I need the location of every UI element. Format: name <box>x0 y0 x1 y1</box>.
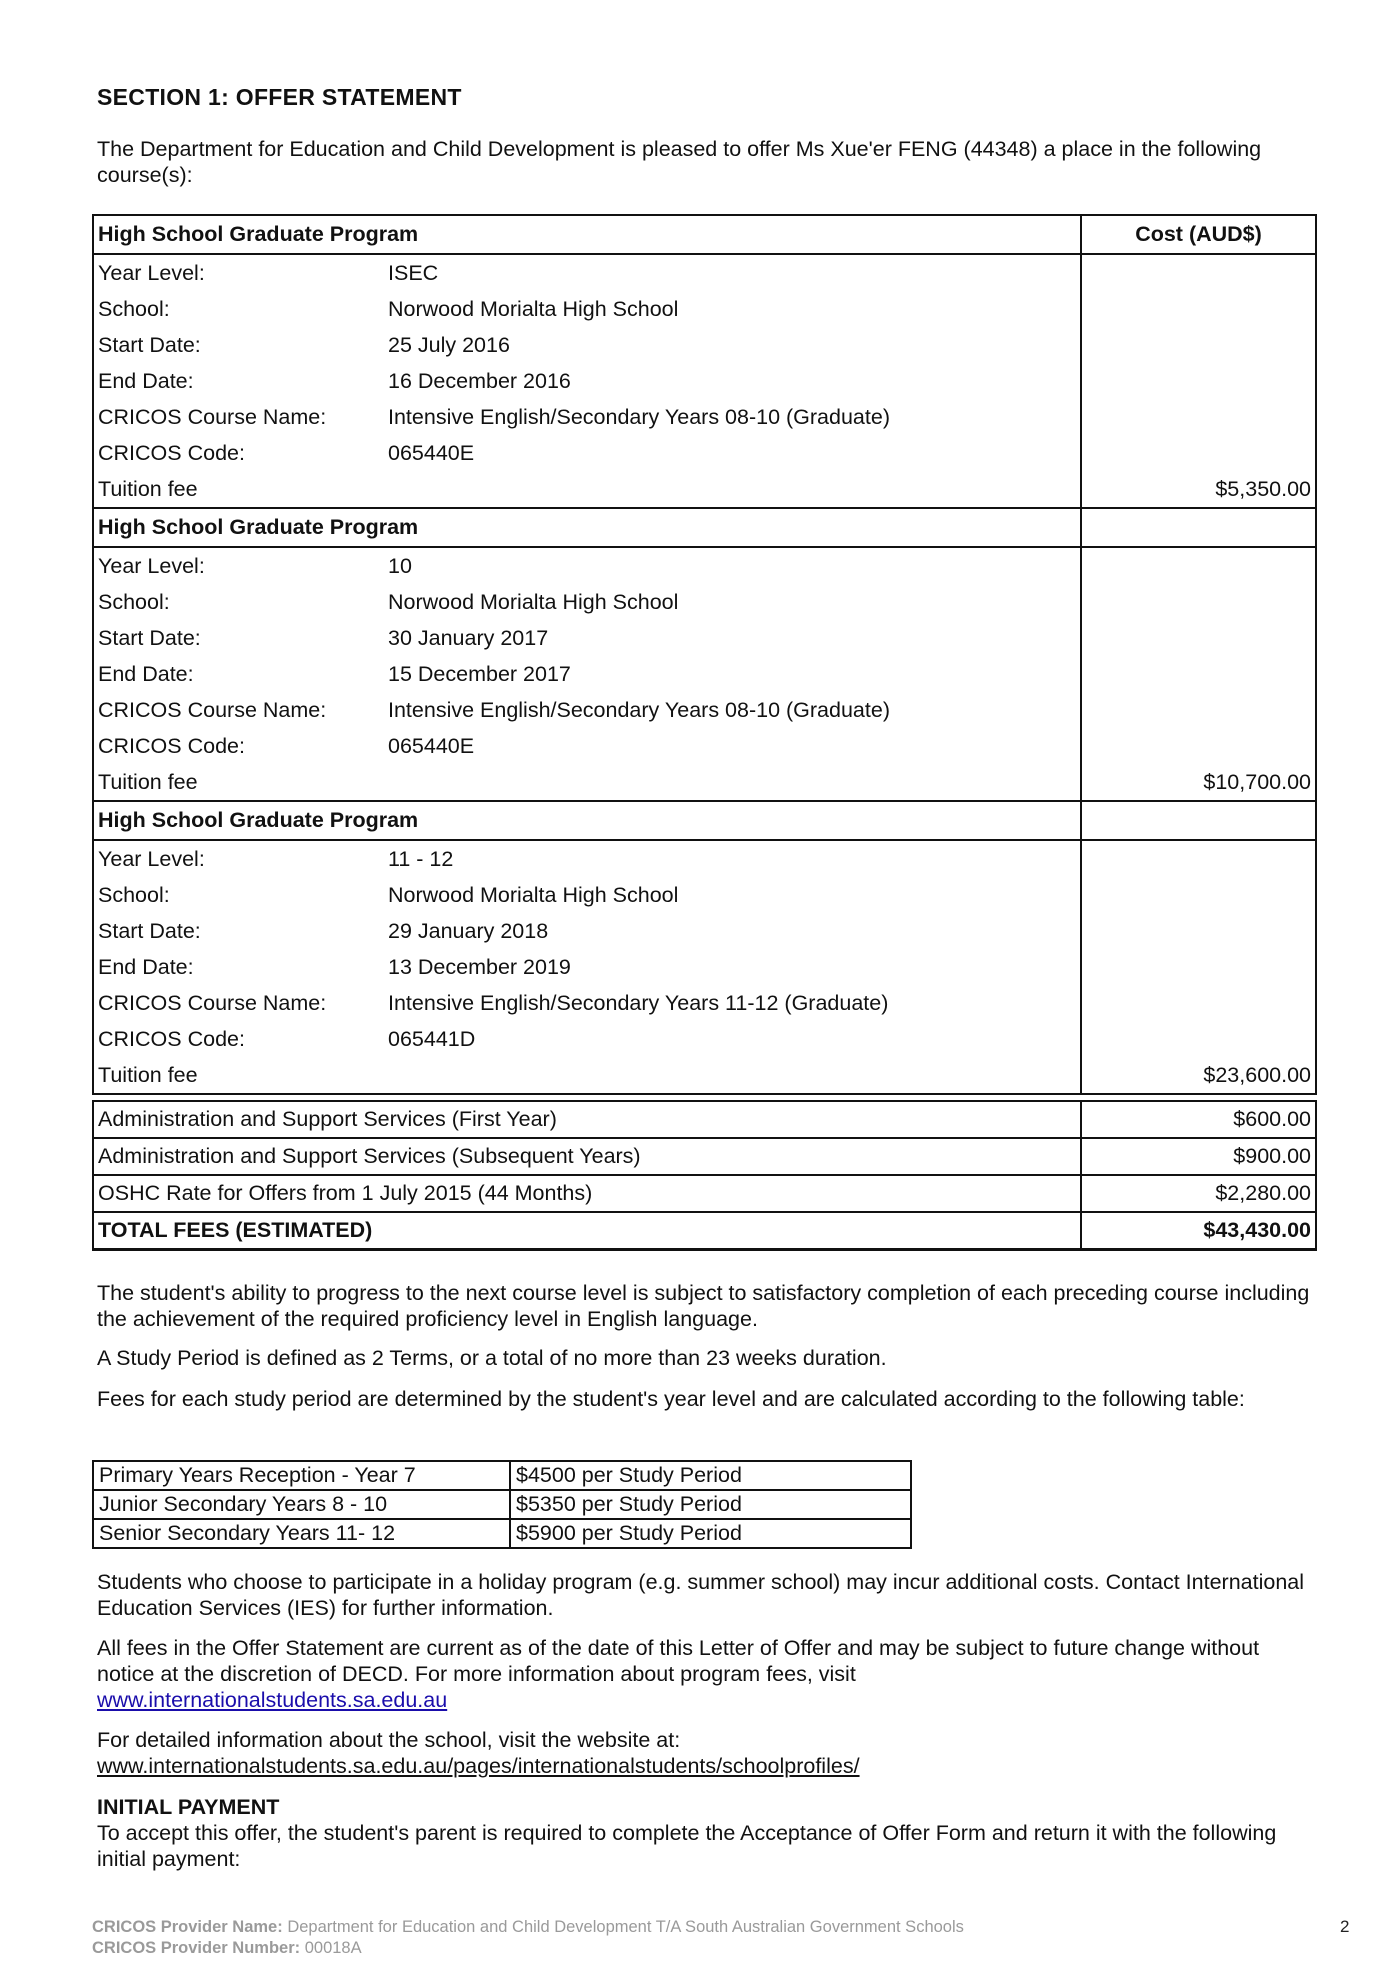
row-value: Norwood Morialta High School <box>388 296 679 321</box>
summary-row <box>93 1138 1316 1175</box>
row-label: CRICOS Code: <box>98 440 245 465</box>
summary-row <box>93 1175 1316 1212</box>
tuition-fee-amount: $23,600.00 <box>1081 1057 1316 1094</box>
study-period-paragraph: A Study Period is defined as 2 Terms, or a total of no more than 23 weeks duration. <box>97 1346 887 1370</box>
fees-paragraph: Fees for each study period are determined by the student's year level and are calculated according to the following table: <box>97 1387 1245 1411</box>
school-profiles-link[interactable]: www.internationalstudents.sa.edu.au/pages/internationalstudents/schoolprofiles/ <box>97 1754 860 1778</box>
study-period-fees-table <box>92 1460 912 1549</box>
provider-name: Department for Education and Child Development T/A South Australian Government Schools <box>287 1918 964 1936</box>
page-number: 2 <box>1340 1917 1350 1936</box>
row-label: Start Date: <box>98 625 201 650</box>
table-row <box>93 399 1316 435</box>
program-header-row <box>93 508 1316 547</box>
row-label: CRICOS Course Name: <box>98 990 327 1015</box>
initial-payment-paragraph: To accept this offer, the student's parent is required to complete the Acceptance of Offer Form and return it with the following initial payment: <box>97 1821 1277 1871</box>
school-info-paragraph <box>97 1727 1312 1779</box>
program-title: High School Graduate Program <box>93 508 1081 547</box>
row-value: Intensive English/Secondary Years 08-10 (Graduate) <box>388 697 890 722</box>
footer <box>92 1917 964 1959</box>
table-row <box>93 435 1316 471</box>
table-row <box>93 584 1316 620</box>
summary-amount: $2,280.00 <box>1081 1175 1316 1212</box>
row-value: 29 January 2018 <box>388 918 549 943</box>
row-value: 30 January 2017 <box>388 625 549 650</box>
row-value: 065441D <box>388 1026 476 1051</box>
row-label: End Date: <box>98 368 194 393</box>
current-fees-paragraph <box>97 1635 1312 1713</box>
program-title: High School Graduate Program <box>93 801 1081 840</box>
tuition-fee-label: Tuition fee <box>93 764 1081 801</box>
row-value: Intensive English/Secondary Years 08-10 (Graduate) <box>388 404 890 429</box>
row-value: 065440E <box>388 733 475 758</box>
program-title: High School Graduate Program <box>93 215 1081 254</box>
year-level-cell: Senior Secondary Years 11- 12 <box>93 1519 510 1548</box>
table-row <box>93 877 1316 913</box>
rate-cell: $5900 per Study Period <box>510 1519 911 1548</box>
table-row <box>93 692 1316 728</box>
row-value: 15 December 2017 <box>388 661 571 686</box>
intro-paragraph: The Department for Education and Child Development is pleased to offer Ms Xue'er FENG (44348) a place in the following course(s): <box>97 137 1262 187</box>
row-value: Norwood Morialta High School <box>388 882 679 907</box>
table-row <box>93 985 1316 1021</box>
row-value: 10 <box>388 553 412 578</box>
year-level-cell: Junior Secondary Years 8 - 10 <box>93 1490 510 1519</box>
row-value: Norwood Morialta High School <box>388 589 679 614</box>
row-label: School: <box>98 589 170 614</box>
tuition-fee-label: Tuition fee <box>93 1057 1081 1094</box>
summary-label: OSHC Rate for Offers from 1 July 2015 (44 Months) <box>93 1175 1081 1212</box>
total-fees-label: TOTAL FEES (ESTIMATED) <box>93 1212 1081 1250</box>
table-row <box>93 1021 1316 1057</box>
tuition-fee-amount: $5,350.00 <box>1081 471 1316 508</box>
table-row <box>93 547 1316 584</box>
summary-label: Administration and Support Services (First Year) <box>93 1101 1081 1138</box>
year-level-cell: Primary Years Reception - Year 7 <box>93 1461 510 1490</box>
program-fees-table <box>92 214 1317 1095</box>
row-label: School: <box>98 296 170 321</box>
row-label: CRICOS Code: <box>98 733 245 758</box>
table-row <box>93 327 1316 363</box>
rate-cell: $4500 per Study Period <box>510 1461 911 1490</box>
provider-number: 00018A <box>304 1939 362 1957</box>
row-value: 25 July 2016 <box>388 332 510 357</box>
row-label: CRICOS Course Name: <box>98 404 327 429</box>
fees-website-link[interactable]: www.internationalstudents.sa.edu.au <box>97 1688 448 1712</box>
table-row <box>93 363 1316 399</box>
row-label: CRICOS Code: <box>98 1026 245 1051</box>
section-heading: SECTION 1: OFFER STATEMENT <box>97 84 462 110</box>
total-fees-amount: $43,430.00 <box>1081 1212 1316 1250</box>
row-label: Start Date: <box>98 332 201 357</box>
school-info-text: For detailed information about the school, visit the website at: <box>97 1728 681 1752</box>
table-row <box>93 913 1316 949</box>
table-row <box>93 1461 911 1490</box>
row-value: 16 December 2016 <box>388 368 571 393</box>
row-value: 065440E <box>388 440 475 465</box>
summary-row <box>93 1101 1316 1138</box>
row-value: 13 December 2019 <box>388 954 571 979</box>
row-label: CRICOS Course Name: <box>98 697 327 722</box>
table-row <box>93 1519 911 1548</box>
summary-amount: $900.00 <box>1081 1138 1316 1175</box>
row-value: Intensive English/Secondary Years 11-12 (Graduate) <box>388 990 889 1015</box>
table-row <box>93 620 1316 656</box>
rate-cell: $5350 per Study Period <box>510 1490 911 1519</box>
program-header-row <box>93 801 1316 840</box>
table-row <box>93 1490 911 1519</box>
summary-label: Administration and Support Services (Subsequent Years) <box>93 1138 1081 1175</box>
cost-header: Cost (AUD$) <box>1081 215 1316 254</box>
tuition-fee-row <box>93 471 1316 508</box>
tuition-fee-row <box>93 1057 1316 1094</box>
total-fees-row <box>93 1212 1316 1250</box>
current-fees-text: All fees in the Offer Statement are current as of the date of this Letter of Offer and may be subject to future change without notice at the discretion of DECD. For more information about program fees, visit <box>97 1636 1260 1686</box>
fees-summary-table <box>92 1100 1317 1251</box>
tuition-fee-label: Tuition fee <box>93 471 1081 508</box>
tuition-fee-amount: $10,700.00 <box>1081 764 1316 801</box>
provider-number-label: CRICOS Provider Number: <box>92 1939 301 1957</box>
initial-payment-heading: INITIAL PAYMENT <box>97 1795 280 1819</box>
row-label: End Date: <box>98 661 194 686</box>
provider-name-label: CRICOS Provider Name: <box>92 1918 283 1936</box>
tuition-fee-row <box>93 764 1316 801</box>
row-value: ISEC <box>388 260 439 285</box>
row-label: Year Level: <box>98 260 205 285</box>
summary-amount: $600.00 <box>1081 1101 1316 1138</box>
table-row <box>93 949 1316 985</box>
holiday-paragraph: Students who choose to participate in a holiday program (e.g. summer school) may incur additional costs. Contact International Education Services (IES) for further information. <box>97 1570 1305 1620</box>
row-label: School: <box>98 882 170 907</box>
table-row <box>93 728 1316 764</box>
table-row <box>93 840 1316 877</box>
row-label: Year Level: <box>98 553 205 578</box>
table-row <box>93 254 1316 291</box>
row-label: Year Level: <box>98 846 205 871</box>
table-row <box>93 291 1316 327</box>
program-header-row <box>93 215 1316 254</box>
row-label: Start Date: <box>98 918 201 943</box>
table-row <box>93 656 1316 692</box>
row-label: End Date: <box>98 954 194 979</box>
progress-paragraph: The student's ability to progress to the next course level is subject to satisfactory completion of each preceding course including the achievement of the required proficiency level in English language. <box>97 1281 1310 1331</box>
row-value: 11 - 12 <box>388 846 454 871</box>
